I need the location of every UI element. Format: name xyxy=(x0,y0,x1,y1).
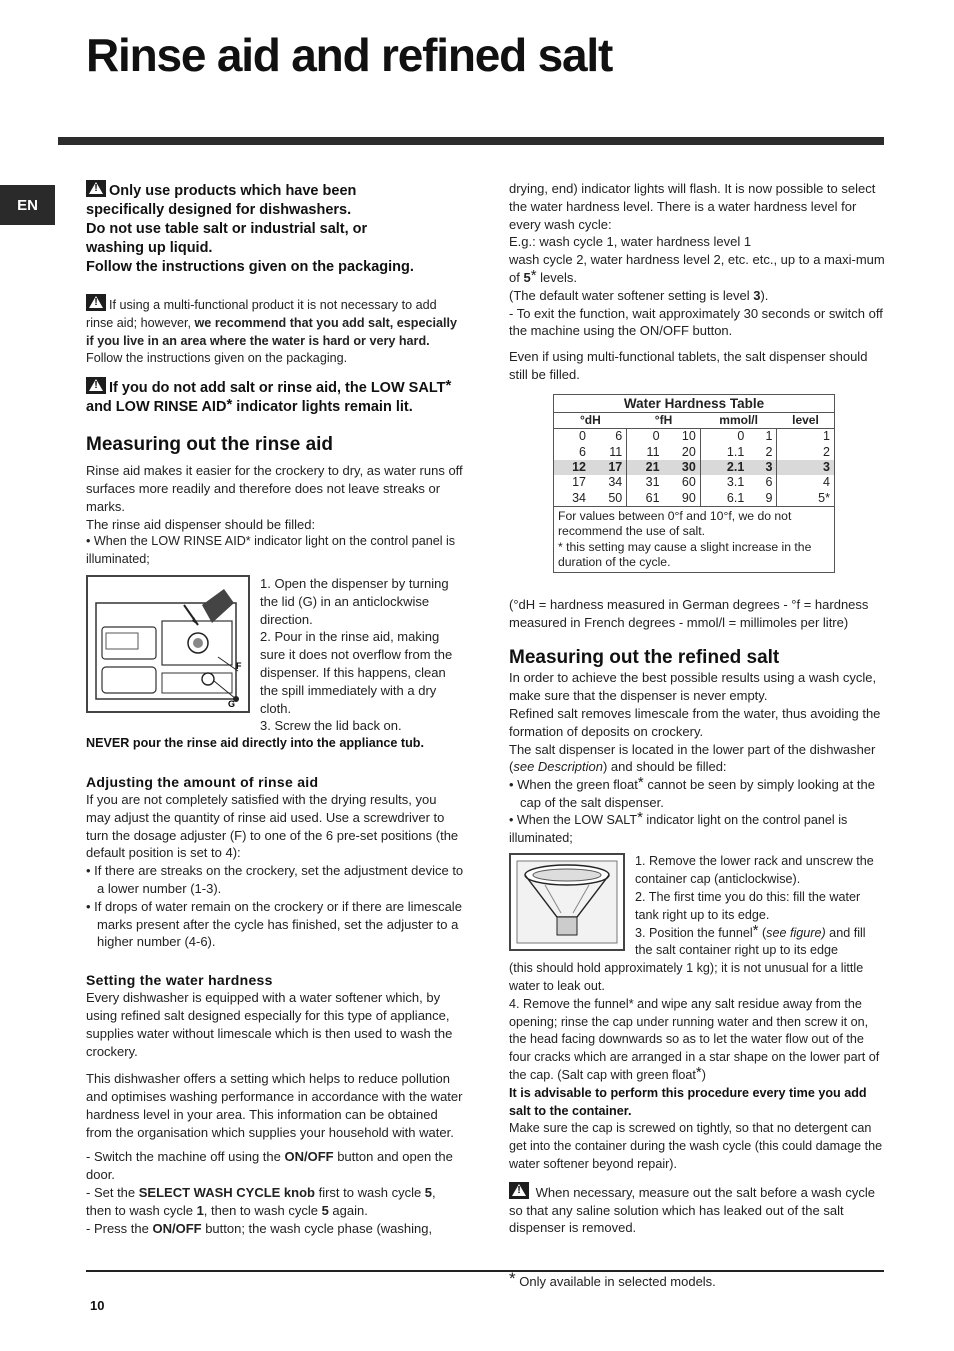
adjust-rinse-intro: If you are not completely satisfied with the drying results, you may adjust the quantity of rinse aid used. Use a screwdriver to turn the dosage adjuster (F) to one of the 6 pre-set positions (the default position is set to 4): xyxy=(86,791,459,861)
figure-label-g: G xyxy=(228,698,236,709)
page-title: Rinse aid and refined salt xyxy=(86,29,613,81)
hardness-step-3: - Press the ON/OFF button; the wash cycle phase (washing, xyxy=(86,1220,433,1236)
hardness-step-2: - Set the SELECT WASH CYCLE knob first to wash cycle 5, then to wash cycle 1, then to wash cycle 5 again. xyxy=(86,1185,436,1218)
language-tab: EN xyxy=(0,185,55,225)
rinse-step-2: 2. Pour in the rinse aid, making sure it does not overflow from the dispenser. If this happens, clean the spill immediately with a dry cloth. xyxy=(260,629,453,716)
table-row: 17 34 31 60 3.1 6 4 xyxy=(554,475,834,490)
left-column: !Only use products which have been specifically designed for dishwashers. Do not use table salt or industrial salt, or washing up liquid. Follow the instructions given on the packaging. !If using a multi-functional product it is not necessary to add rinse aid; however, we recommend that you add salt, especially if you live in an area where the water is hard or very hard. Follow the instructions given on the packaging. !If you do not add salt or rinse aid, the LOW SALT* and LOW RINSE AID* indicator lights remain lit. Measuring out the rinse aid Rinse aid makes it easier for the crockery to dry, as water runs off surfaces more readily and therefore does not leave streaks or marks. The rinse aid dispenser should be filled: • When the LOW RINSE AID* indicator light on the control panel is illuminated; F G 1. Open the dispenser by turning the lid (G) in an anticlockwise direction. 2. Pour in the rinse aid, making sure it does not overflow from the dispenser. If this happens, clean the spill immediately with a dry cloth. 3. Screw the lid back on. NEVER pour the rinse aid directly into the appliance tub. Adjusting the amount of rinse aid If you are not completely satisfied with the drying results, you may adjust the quantity of rinse aid used. Use a screwdriver to turn the dosage adjuster (F) to one of the 6 pre-set positions (the default position is set to 4): • If there are streaks on the crockery, set the adjustment device to a lower number (1-3). • If drops of water remain on the crockery or if there are limescale marks present after the cycle has finished, set the adjuster to a higher number (4-6). Setting the water hardness Every dishwasher is equipped with a water softener which, by using refined salt designed especially for this type of appliance, supplies water without limescale which is then used to wash the crockery. This dishwasher offers a setting which helps to reduce pollution and optimises washing performance in accordance with the water hardness level in your area. This information can be obtained from the organisation which supplies your household with water. - Switch the machine off using the ON/OFF button and open the door. - Set the SELECT WASH CYCLE knob first to wash cycle 5, then to wash cycle 1, then to wash cycle 5 again. - Press the ON/OFF button; the wash cycle phase (washing, xyxy=(86,180,464,1237)
funnel-illustration xyxy=(511,855,623,949)
water-hardness-heading: Setting the water hardness xyxy=(86,972,273,989)
footnote: * Only available in selected models. xyxy=(509,1269,716,1289)
figure-label-f: F xyxy=(236,660,242,671)
table-row: 6 11 11 20 1.1 2 2 xyxy=(554,445,834,460)
warning-icon xyxy=(86,294,106,311)
adjust-rinse-heading: Adjusting the amount of rinse aid xyxy=(86,773,319,790)
table-row-default: 12 17 21 30 2.1 3 3 xyxy=(554,460,834,475)
warning-indicator-lights: !If you do not add salt or rinse aid, the LOW SALT* and LOW RINSE AID* indicator lights remain lit. xyxy=(86,377,464,417)
refined-salt-heading: Measuring out the refined salt xyxy=(509,647,780,669)
table-row: 0 6 0 10 0 1 1 xyxy=(554,429,834,445)
warning-icon xyxy=(86,180,106,197)
rinse-step-1: 1. Open the dispenser by turning the lid (G) in an anticlockwise direction. xyxy=(260,575,449,627)
top-divider xyxy=(58,137,884,145)
salt-warning: ! When necessary, measure out the salt before a wash cycle so that any saline solution which has leaked out of the salt dispenser is removed. xyxy=(509,1182,887,1237)
salt-step-4: 4. Remove the funnel* and wipe any salt residue away from the opening; rinse the cap under running water and then screw it on, the head facing downwards so as to let the water flow out of the four cracks which are arranged in a star shape on the lower part of the cap. (Salt cap with green float*) xyxy=(509,996,880,1082)
page-number: 10 xyxy=(90,1298,105,1313)
rinse-aid-steps xyxy=(86,575,464,735)
salt-advice: It is advisable to perform this procedure every time you add salt to the container. xyxy=(509,1085,867,1118)
hardness-step-1: - Switch the machine off using the ON/OFF button and open the door. xyxy=(86,1149,453,1183)
rinse-aid-intro: Rinse aid makes it easier for the crockery to dry, as water runs off surfaces more readily and therefore does not leave streaks or marks. xyxy=(86,463,463,514)
warning-icon xyxy=(509,1182,529,1199)
salt-funnel-figure xyxy=(509,853,625,951)
rinse-aid-dispenser-figure xyxy=(86,575,250,713)
warning-multifunctional: !If using a multi-functional product it is not necessary to add rinse aid; however, we recommend that you add salt, especially if you live in an area where the water is hard or very hard. Follow the instructions given on the packaging. xyxy=(86,294,464,368)
water-hardness-table: Water Hardness Table °dH °fH mmol/l level 0 6 0 10 0 1 1 6 11 11 20 1.1 2 2 12 17 21 30 2.1 3 3 17 34 31 60 3.1 6 4 34 50 61 90 6.1 9 5* For values between 0°f and 10°f, we do not recommend the use of salt. * this setting may cause a slight increase in the duration of the cycle. xyxy=(553,394,835,573)
table-title: Water Hardness Table xyxy=(554,395,834,413)
right-column: drying, end) indicator lights will flash. It is now possible to select the water hardness level. There is a water hardness level for every wash cycle: E.g.: wash cycle 1, water hardness level 1 wash cycle 2, water hardness level 2, etc. etc., up to a maxi-mum of 5* levels. (The default water softener setting is level 3). - To exit the function, wait approximately 30 seconds or switch off the machine using the ON/OFF button. Even if using multi-functional tablets, the salt dispenser should still be filled. Water Hardness Table °dH °fH mmol/l level 0 6 0 10 0 1 1 6 11 11 20 1.1 2 2 12 17 21 30 2.1 3 3 17 34 31 60 3.1 6 4 34 50 61 90 6.1 9 5* For values between 0°f and 10°f, we do not recommend the use of salt. * this setting may cause a slight increase in the duration of the cycle. (°dH = hardness measured in German degrees - °f = hardness measured in French degrees - mmol/l = millimoles per litre) Measuring out the refined salt In order to achieve the best possible results using a wash cycle, make sure that the dispenser is never empty. Refined salt removes limescale from the water, thus avoiding the formation of deposits on crockery. The salt dispenser is located in the lower part of the dishwasher (see Description) and should be filled: • When the green float* cannot be seen by simply looking at the cap of the salt dispenser. • When the LOW SALT* indicator light on the control panel is illuminated; 1. Remove the lower rack and unscrew the container cap (anticlockwise). 2. The first time you do this: fill the water tank right up to its edge. 3. Position the funnel* (see figure) and fill the salt container right up to its edge (this should hold approximately 1 kg); it is not unusual for a little water to leak out. 4. Remove the funnel* and wipe any salt residue away from the opening; rinse the cap under running water and then screw it on, the head facing downwards so as to let the water flow out of the four cracks which are arranged in a star shape on the lower part of the cap. (Salt cap with green float*) It is advisable to perform this procedure every time you add salt to the container. Make sure the cap is screwed on tightly, so that no detergent can get into the container during the wash cycle (this could damage the water softener beyond repair). ! When necessary, measure out the salt before a wash cycle so that any saline solution which has leaked out of the salt dispenser is removed. xyxy=(509,180,887,1237)
rinse-never-warning: NEVER pour the rinse aid directly into the appliance tub. xyxy=(86,736,424,751)
rinse-aid-heading: Measuring out the rinse aid xyxy=(86,434,334,456)
warning-icon xyxy=(86,377,106,394)
salt-step-1: 1. Remove the lower rack and unscrew the container cap (anticlockwise). xyxy=(635,854,874,887)
table-note: For values between 0°f and 10°f, we do not recommend the use of salt. * this setting may cause a slight increase in the duration of the cycle. xyxy=(554,507,834,572)
warning-products: !Only use products which have been specifically designed for dishwashers. Do not use table salt or industrial salt, or washing up liquid. Follow the instructions given on the packaging. xyxy=(86,180,464,277)
salt-step-3: 3. Position the funnel* (see figure) and fill the salt container right up to its edge xyxy=(635,921,866,958)
salt-steps xyxy=(509,853,887,960)
dispenser-illustration xyxy=(88,577,248,711)
rinse-step-3: 3. Screw the lid back on. xyxy=(260,718,402,734)
hardness-units-note: (°dH = hardness measured in German degrees - °f = hardness measured in French degrees - mmol/l = millimoles per litre) xyxy=(509,596,869,630)
salt-step-2: 2. The first time you do this: fill the water tank right up to its edge. xyxy=(635,889,861,922)
bottom-divider xyxy=(86,1270,884,1272)
table-row: 34 50 61 90 6.1 9 5* xyxy=(554,491,834,507)
